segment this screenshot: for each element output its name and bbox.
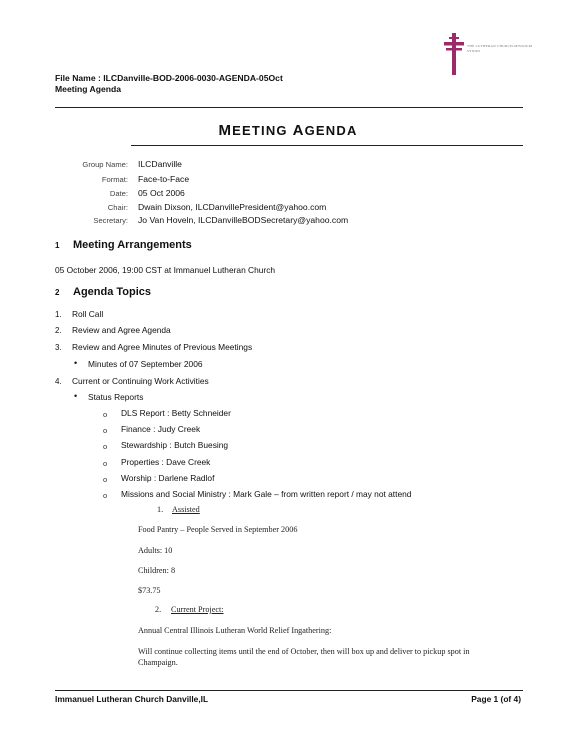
file-header <box>55 73 283 95</box>
circle-bullet-icon: o <box>103 410 108 419</box>
circle-bullet-icon: o <box>103 442 108 451</box>
children-count: Children: 8 <box>138 566 176 575</box>
group-name-value: ILCDanville <box>138 159 182 169</box>
report-item: Finance : Judy Creek <box>121 424 201 434</box>
date-value: 05 Oct 2006 <box>138 188 185 198</box>
item-number: 1. <box>55 310 62 319</box>
title-rule <box>131 145 523 146</box>
agenda-item: Review and Agree Minutes of Previous Meetings <box>72 342 253 352</box>
footer-organization: Immanuel Lutheran Church Danville,IL <box>55 694 209 704</box>
detail-number: 2. <box>155 605 162 614</box>
date-label: Date: <box>109 189 128 198</box>
current-project-heading: Current Project: <box>171 605 224 614</box>
section-heading: 1 Meeting Arrangements <box>55 239 192 251</box>
agenda-item: Roll Call <box>72 309 104 319</box>
document-type: Meeting Agenda <box>55 84 122 94</box>
chair-label: Chair: <box>107 203 128 212</box>
circle-bullet-icon: o <box>103 491 108 500</box>
chair-value: Dwain Dixson, ILCDanvillePresident@yahoo.com <box>138 202 327 212</box>
food-pantry-text: Food Pantry – People Served in September 2006 <box>138 525 298 534</box>
format-label: Format: <box>101 175 128 184</box>
item-number: 2. <box>55 326 62 335</box>
group-name-label: Group Name: <box>82 160 128 169</box>
bullet-icon: • <box>74 391 78 401</box>
continue-text: Will continue collecting items until the end of October, then will box up and deliver to pickup spot in <box>138 647 470 656</box>
item-number: 4. <box>55 377 62 386</box>
detail-number: 1. <box>157 505 164 514</box>
amount-value: $73.75 <box>138 586 161 595</box>
section-heading: 2 Agenda Topics <box>55 286 152 298</box>
adults-count: Adults: 10 <box>138 546 173 555</box>
agenda-item: Current or Continuing Work Activities <box>72 376 209 386</box>
footer-rule <box>55 690 523 691</box>
report-item: Missions and Social Ministry : Mark Gale – from written report / may not attend <box>121 489 412 499</box>
bullet-icon: • <box>74 358 78 368</box>
report-item: Worship : Darlene Radlof <box>121 473 215 483</box>
assisted-heading: Assisted <box>172 505 200 514</box>
circle-bullet-icon: o <box>103 459 108 468</box>
page-title: MEETING AGENDA <box>218 122 358 139</box>
church-logo <box>443 32 533 80</box>
secretary-value: Jo Van Hoveln, ILCDanvilleBODSecretary@yahoo.com <box>138 215 349 225</box>
report-item: Stewardship : Butch Buesing <box>121 440 229 450</box>
item-number: 3. <box>55 343 62 352</box>
secretary-label: Secretary: <box>93 216 128 225</box>
circle-bullet-icon: o <box>103 426 108 435</box>
arrangements-text: 05 October 2006, 19:00 CST at Immanuel Lutheran Church <box>55 265 276 275</box>
agenda-item: Review and Agree Agenda <box>72 325 171 335</box>
logo-text: THE LUTHERAN CHURCH-MISSOURI SYNOD <box>467 44 533 53</box>
ingathering-text: Annual Central Illinois Lutheran World Relief Ingathering: <box>138 626 332 635</box>
header-rule <box>55 107 523 108</box>
file-name: File Name : ILCDanville-BOD-2006-0030-AGENDA-05Oct <box>55 73 283 83</box>
circle-bullet-icon: o <box>103 475 108 484</box>
page-number: Page 1 (of 4) <box>471 694 521 704</box>
report-item: DLS Report : Betty Schneider <box>121 408 231 418</box>
agenda-subitem: Minutes of 07 September 2006 <box>88 359 203 369</box>
format-value: Face-to-Face <box>138 174 190 184</box>
report-item: Properties : Dave Creek <box>121 457 211 467</box>
agenda-subitem: Status Reports <box>88 392 144 402</box>
continue-text: Champaign. <box>138 658 178 667</box>
cross-icon <box>443 32 465 76</box>
